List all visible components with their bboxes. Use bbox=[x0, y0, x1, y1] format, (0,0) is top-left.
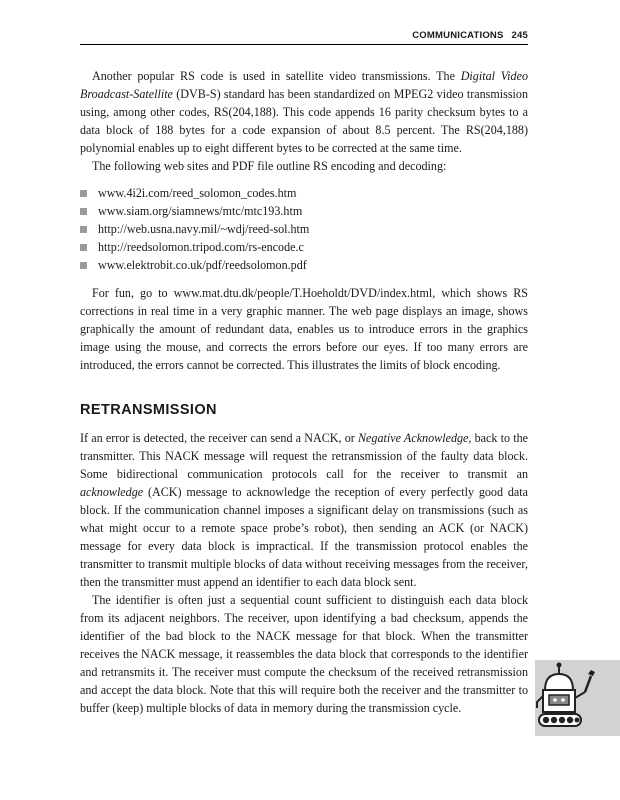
header-rule bbox=[80, 44, 528, 45]
bullet-square-icon bbox=[80, 262, 87, 269]
link-list bbox=[80, 184, 528, 274]
paragraph-for-fun: For fun, go to www.mat.dtu.dk/people/T.Hoeholdt/DVD/index.html, which shows RS corrections in real time in a very graphic manner. The web page displays an image, shows graphically the amount of redundant data, enables us to introduce errors in the graphics image using the mouse, and corrects the errors before our eyes. If too many errors are introduced, the errors cannot be corrected. This illustrates the limits of block encoding. bbox=[80, 286, 528, 372]
list-item bbox=[80, 256, 528, 274]
link-text: http://reedsolomon.tripod.com/rs-encode.c bbox=[98, 240, 304, 254]
dvb-s-term: Digital Video Broadcast-Satellite bbox=[80, 69, 529, 101]
paragraph-identifier: The identifier is often just a sequential count sufficient to distinguish each data block from its adjacent neighbors. The receiver, upon identifying a bad checksum, appends the identifier of the bad block to the NACK message for that block. When the transmitter receives the NACK message, it reassembles the data block that corresponds to the identifier and retransmits it. The receiver must compute the checksum of the received retransmission and accept the data block. Note that this will require both the receiver and the transmitter to buffer (keep) multiple blocks of data in memory during the transmission cycle. bbox=[80, 593, 528, 715]
bullet-square-icon bbox=[80, 226, 87, 233]
paragraph-web-sites: The following web sites and PDF file outline RS encoding and decoding: bbox=[92, 159, 447, 173]
list-item bbox=[80, 220, 528, 238]
ack-term: acknowledge bbox=[80, 485, 144, 499]
bullet-square-icon bbox=[80, 190, 87, 197]
running-head bbox=[80, 30, 528, 41]
chapter-tab bbox=[535, 660, 620, 736]
list-item bbox=[80, 184, 528, 202]
list-item bbox=[80, 202, 528, 220]
link-text: www.elektrobit.co.uk/pdf/reedsolomon.pdf bbox=[98, 258, 307, 272]
link-text: www.siam.org/siamnews/mtc/mtc193.htm bbox=[98, 204, 303, 218]
link-text: http://web.usna.navy.mil/~wdj/reed-sol.htm bbox=[98, 222, 310, 236]
robot-icon bbox=[535, 660, 620, 736]
nack-term: Negative Acknowledge bbox=[357, 431, 469, 445]
page-number: 245 bbox=[511, 30, 528, 41]
list-item bbox=[80, 238, 528, 256]
link-text: www.4i2i.com/reed_solomon_codes.htm bbox=[98, 186, 297, 200]
bullet-square-icon bbox=[80, 244, 87, 251]
bullet-square-icon bbox=[80, 208, 87, 215]
paragraph-dvb-s: Another popular RS code is used in satellite video transmissions. The Digital Video Broadcast-Satellite (DVB-S) standard has been standardized on MPEG2 video transmission using, among other codes, RS(204,188). This code appends 16 parity checksum bytes to a data block of 188 bytes for a code expansion of about 8.5 percent. The RS(204,188) polynomial enables up to eight different bytes to be corrected at the same time. bbox=[80, 69, 529, 155]
page-body bbox=[80, 67, 528, 717]
paragraph-nack: If an error is detected, the receiver can send a NACK, or Negative Acknowledge, back to the transmitter. This NACK message will request the retransmission of the faulty data block. Some bidirectional communication protocols call for the receiver to transmit an acknowledge (ACK) message to acknowledge the reception of every perfectly good data block. If the communication channel imposes a significant delay on transmissions (such as what might occur to a remote space probe’s robot), then sending an ACK (or NACK) message for every data block is impractical. If the transmission protocol enables the transmitter to transmit multiple blocks of data without receiving messages from the receiver, then the transmitter must append an identifier to each data block sent. bbox=[80, 431, 529, 589]
section-heading: RETRANSMISSION bbox=[80, 402, 217, 418]
chapter-title: COMMUNICATIONS bbox=[412, 30, 504, 41]
